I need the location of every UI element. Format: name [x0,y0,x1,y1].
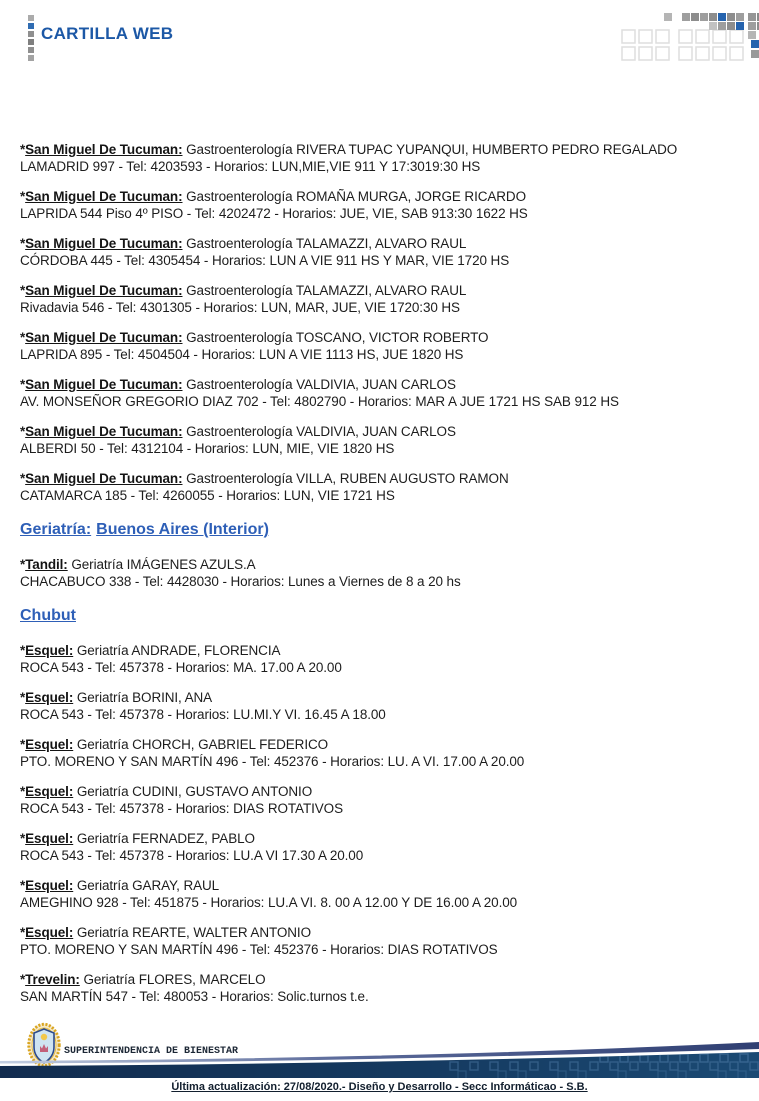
entry-title: Gastroenterología VALDIVIA, JUAN CARLOS [186,424,456,439]
entry-bullet: * [20,283,26,298]
entry-details: ROCA 543 - Tel: 457378 - Horarios: MA. 17.00 A 20.00 [20,660,342,675]
section-heading-link[interactable]: Buenos Aires (Interior) [96,521,269,538]
entry-city: Esquel: [25,878,74,893]
entry-line1 [20,877,739,894]
entry-details: Rivadavia 546 - Tel: 4301305 - Horarios: LUN, MAR, JUE, VIE 1720:30 HS [20,300,460,315]
directory-list [0,70,759,1005]
entry-line1 [20,470,739,487]
entry-title: Geriatría FLORES, MARCELO [83,972,266,987]
directory-entry [20,971,739,1005]
entry-city: Esquel: [25,643,74,658]
entry-line1 [20,924,739,941]
mosaic-decoration-icon [614,6,759,68]
entry-bullet: * [20,471,26,486]
entry-bullet: * [20,831,26,846]
entry-bullet: * [20,878,26,893]
entry-city: Esquel: [25,831,74,846]
page-header [0,0,759,70]
directory-entry [20,329,739,363]
section-heading-link[interactable]: Geriatría: [20,521,92,538]
entry-title: Geriatría IMÁGENES AZULS.A [71,557,256,572]
entry-title: Gastroenterología TOSCANO, VICTOR ROBERTO [186,330,489,345]
entry-city: San Miguel De Tucuman: [25,236,183,251]
entry-title: Geriatría ANDRADE, FLORENCIA [76,643,281,658]
entry-details: AV. MONSEÑOR GREGORIO DIAZ 702 - Tel: 4802790 - Horarios: MAR A JUE 1721 HS SAB 912 HS [20,394,619,409]
entry-title: Geriatría BORINI, ANA [76,690,213,705]
entry-details: PTO. MORENO Y SAN MARTÍN 496 - Tel: 452376 - Horarios: DIAS ROTATIVOS [20,942,498,957]
entry-title: Gastroenterología TALAMAZZI, ALVARO RAUL [186,283,467,298]
directory-entry [20,689,739,723]
entry-city: Tandil: [25,557,68,572]
entry-bullet: * [20,236,26,251]
entry-bullet: * [20,142,26,157]
directory-entry [20,556,739,590]
entry-title: Geriatría CHORCH, GABRIEL FEDERICO [76,737,329,752]
entry-details: LAMADRID 997 - Tel: 4203593 - Horarios: LUN,MIE,VIE 911 Y 17:3019:30 HS [20,159,481,174]
entry-details: ROCA 543 - Tel: 457378 - Horarios: DIAS ROTATIVOS [20,801,343,816]
entry-bullet: * [20,737,26,752]
entry-line1 [20,689,739,706]
directory-entry [20,924,739,958]
entry-details: CHACABUCO 338 - Tel: 4428030 - Horarios: Lunes a Viernes de 8 a 20 hs [20,574,461,589]
entry-city: San Miguel De Tucuman: [25,189,183,204]
entry-bullet: * [20,925,26,940]
entry-city: San Miguel De Tucuman: [25,330,183,345]
entry-city: San Miguel De Tucuman: [25,471,183,486]
entry-line1 [20,971,739,988]
entry-city: San Miguel De Tucuman: [25,142,183,157]
entry-title: Gastroenterología RIVERA TUPAC YUPANQUI, HUMBERTO PEDRO REGALADO [186,142,678,157]
entry-details: LAPRIDA 544 Piso 4º PISO - Tel: 4202472 - Horarios: JUE, VIE, SAB 913:30 1622 HS [20,206,528,221]
entry-line1 [20,329,739,346]
directory-entry [20,141,739,175]
directory-entry [20,376,739,410]
entry-city: San Miguel De Tucuman: [25,283,183,298]
entry-title: Geriatría FERNADEZ, PABLO [76,831,255,846]
entry-city: Esquel: [25,784,74,799]
entry-title: Gastroenterología VILLA, RUBEN AUGUSTO RAMON [186,471,509,486]
entry-details: PTO. MORENO Y SAN MARTÍN 496 - Tel: 452376 - Horarios: LU. A VI. 17.00 A 20.00 [20,754,525,769]
entry-title: Gastroenterología VALDIVIA, JUAN CARLOS [186,377,456,392]
entry-bullet: * [20,377,26,392]
entry-bullet: * [20,189,26,204]
section-heading-link[interactable]: Chubut [20,607,76,624]
entry-city: Esquel: [25,737,74,752]
entry-details: ROCA 543 - Tel: 457378 - Horarios: LU.A VI 17.30 A 20.00 [20,848,364,863]
entry-city: Trevelin: [25,972,80,987]
entry-line1 [20,282,739,299]
entry-city: San Miguel De Tucuman: [25,424,183,439]
entry-details: ALBERDI 50 - Tel: 4312104 - Horarios: LUN, MIE, VIE 1820 HS [20,441,395,456]
entry-details: ROCA 543 - Tel: 457378 - Horarios: LU.MI.Y VI. 16.45 A 18.00 [20,707,386,722]
directory-entry [20,877,739,911]
directory-entry [20,235,739,269]
entry-title: Geriatría CUDINI, GUSTAVO ANTONIO [76,784,313,799]
directory-entry [20,642,739,676]
page-footer [0,1020,759,1101]
entry-details: CATAMARCA 185 - Tel: 4260055 - Horarios: LUN, VIE 1721 HS [20,488,395,503]
entry-title: Gastroenterología ROMAÑA MURGA, JORGE RICARDO [186,189,526,204]
directory-entry [20,736,739,770]
directory-entry [20,830,739,864]
entry-line1 [20,642,739,659]
entry-city: Esquel: [25,690,74,705]
entry-city: Esquel: [25,925,74,940]
last-update-text: Última actualización: 27/08/2020.- Diseño y Desarrollo - Secc Informáticao - S.B. [171,1081,588,1093]
entry-line1 [20,830,739,847]
entry-bullet: * [20,972,26,987]
directory-entry [20,783,739,817]
org-name: SUPERINTENDENCIA DE BIENESTAR [64,1046,239,1057]
brand-squares-icon [28,15,35,63]
entry-line1 [20,141,739,158]
entry-bullet: * [20,784,26,799]
entry-bullet: * [20,330,26,345]
swoosh-decoration [0,1040,759,1080]
entry-details: SAN MARTÍN 547 - Tel: 480053 - Horarios: Solic.turnos t.e. [20,989,369,1004]
entry-line1 [20,736,739,753]
entry-title: Geriatría GARAY, RAUL [76,878,220,893]
entry-title: Gastroenterología TALAMAZZI, ALVARO RAUL [186,236,467,251]
entry-bullet: * [20,690,26,705]
entry-title: Geriatría REARTE, WALTER ANTONIO [76,925,311,940]
entry-details: CÓRDOBA 445 - Tel: 4305454 - Horarios: LUN A VIE 911 HS Y MAR, VIE 1720 HS [20,253,510,268]
entry-line1 [20,556,739,573]
directory-entry [20,282,739,316]
directory-entry [20,470,739,504]
section-heading [20,607,739,625]
entry-details: AMEGHINO 928 - Tel: 451875 - Horarios: LU.A VI. 8. 00 A 12.00 Y DE 16.00 A 20.00 [20,895,518,910]
page-title: CARTILLA WEB [41,24,174,43]
entry-line1 [20,235,739,252]
directory-entry [20,188,739,222]
entry-bullet: * [20,557,26,572]
entry-line1 [20,188,739,205]
section-heading [20,521,739,539]
entry-line1 [20,783,739,800]
entry-bullet: * [20,643,26,658]
entry-line1 [20,423,739,440]
entry-details: LAPRIDA 895 - Tel: 4504504 - Horarios: LUN A VIE 1113 HS, JUE 1820 HS [20,347,464,362]
entry-line1 [20,376,739,393]
directory-entry [20,423,739,457]
entry-city: San Miguel De Tucuman: [25,377,183,392]
entry-bullet: * [20,424,26,439]
